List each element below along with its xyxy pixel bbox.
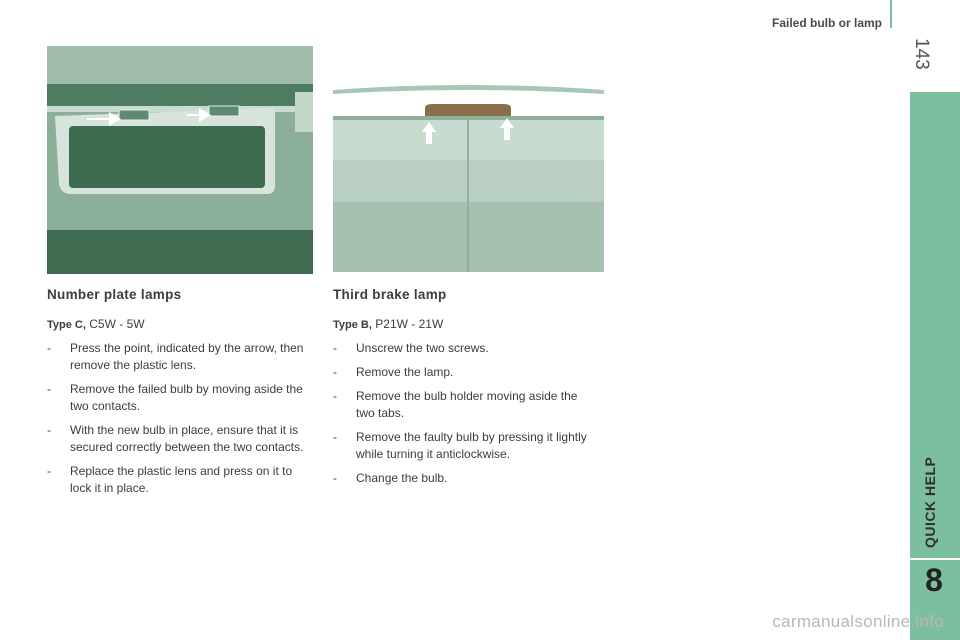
page-number: 143: [911, 38, 932, 70]
step-item: - Unscrew the two screws.: [333, 340, 599, 357]
steps-list: [333, 340, 599, 487]
step-item: - Remove the faulty bulb by pressing it lightly while turning it anticlockwise.: [333, 429, 599, 463]
section-title: Failed bulb or lamp: [771, 16, 882, 30]
number-plate-lamp-illustration: [47, 46, 313, 274]
bulb-type: Type C, C5W - 5W: [47, 317, 145, 331]
chapter-number: 8: [925, 562, 943, 598]
step-item: - Remove the failed bulb by moving aside the two contacts.: [47, 381, 313, 415]
step-item: - With the new bulb in place, ensure that it is secured correctly between the two contacts.: [47, 422, 313, 456]
chapter-tab-divider: [910, 558, 960, 560]
watermark: carmanualsonline.info: [772, 612, 944, 631]
third-brake-lamp-illustration: [333, 76, 604, 272]
step-item: - Press the point, indicated by the arrow, then remove the plastic lens.: [47, 340, 313, 374]
third-brake-lamp-heading: Third brake lamp: [333, 287, 447, 302]
number-plate-lamps-heading: Number plate lamps: [47, 287, 182, 302]
step-item: - Change the bulb.: [333, 470, 599, 487]
step-item: - Remove the bulb holder moving aside the two tabs.: [333, 388, 599, 422]
third-brake-lamp-instructions: [333, 316, 599, 494]
chapter-label: QUICK HELP: [922, 456, 938, 548]
number-plate-lamps-instructions: [47, 316, 313, 504]
bulb-type: Type B, P21W - 21W: [333, 317, 444, 331]
header-divider: [890, 0, 892, 28]
step-item: - Replace the plastic lens and press on it to lock it in place.: [47, 463, 313, 497]
step-item: - Remove the lamp.: [333, 364, 599, 381]
steps-list: [47, 340, 313, 497]
